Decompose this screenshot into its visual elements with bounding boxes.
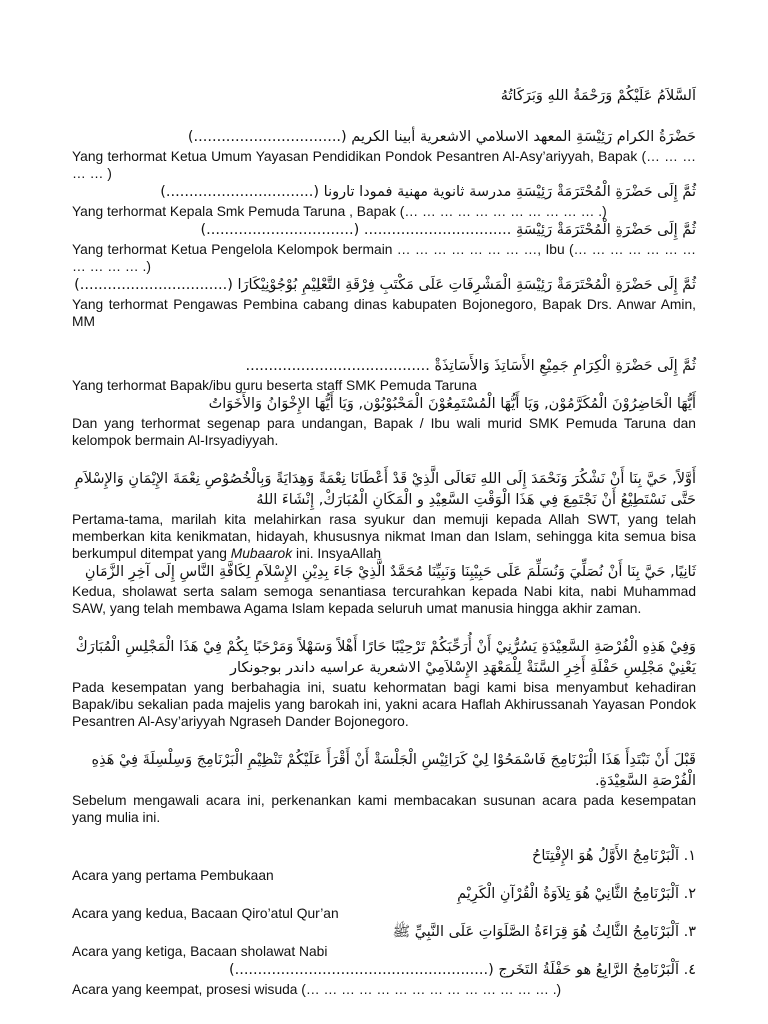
greeting-arabic: ثُمَّ إِلَى حَضْرَةِ الْمُحْتَرَمَةْ رَئِيْسَةِ الْمَشْرِفَاتِ عَلَى مَكْتَبِ فِرْقَةِ التَّعْلِيْمِ بُوْجُوْنِيْكَارَا (................................) [74,277,696,293]
teachers-arabic: ثُمَّ إِلَى حَضْرَةِ الْكِرَامِ جَمِيْعِ الأَسَاتِذَ وَالأَسَاتِذَةْ ........................................ [245,358,696,374]
program-item [72,922,696,960]
greeting-arabic: ثُمَّ إِلَى حَضْرَةِ الْمُحْتَرَمَةْ رَئِيْسَةِ ................................ (................................) [200,222,696,238]
second-arabic: ثَانِيًا, حَيَّ بِنَا أَنْ نُصَلِّيَ وَنُسَلِّمَ عَلَى حَبِيْبِنَا وَنَبِيِّنَا مُحَمَّدٌ الَّذِيْ جَاءَ بِدِيْنِ الإِسْلاَمِ لِكَافَّةِ النَّاسِ إِلَى آخِرِ الزَّمَانِ [84,564,696,580]
program-arabic: ٢. اَلْبَرْنَامِجُ الثَّانِيْ هُوَ تِلاَوَةُ الْقُرْآنِ الْكَرِيْمِ [457,886,696,902]
program-list [72,846,696,998]
program-latin: Acara yang ketiga, Bacaan sholawat Nabi [72,944,328,959]
greeting-arabic: حَضْرَةُ الكرام رَئِيْسَةِ المعهد الاسلامي الاشعرية أبينا الكريم (................................) [187,129,696,145]
first-latin [72,511,696,562]
first-paragraph [72,469,696,562]
greeting-latin: Yang terhormat Kepala Smk Pemuda Taruna , Bapak (… … … … … … … … … … … .) [72,204,607,219]
before-program-paragraph [72,750,696,826]
greeting-latin: Yang terhormat Ketua Umum Yayasan Pendidikan Pondok Pesantren Al-Asy’ariyyah, Bapak (… … … … … ) [72,149,696,181]
program-arabic: ٣. اَلْبَرْنَامِجُ الثَّالِثُ هُوَ قِرَاءَةُ الصَّلَوَاتِ عَلَى النَّبِيِّ ﷺ [392,924,696,940]
document-page [72,86,696,998]
audience-arabic: أَيُّهَا الْحَاضِرُوْنَ الْمُكَرَّمُوْن, وَيَا أَيُّهَا الْمُسْتَمِعُوْنَ الْمَحْبُوْبُوْن, وَيَا أَيُّهَا الإِخْوَانُ وَالأَخَوَاتُ [208,396,696,412]
greeting-block-2 [72,182,696,220]
greeting-block-1 [72,127,696,182]
occasion-latin: Pada kesempatan yang berbahagia ini, suatu kehormatan bagi kami bisa menyambut kehadiran Bapak/ibu sekalian pada majelis yang barokah ini, yakni acara Haflah Akhirussanah Yayasan Pondok Pesantren Al-Asy’ariyyah Ngraseh Dander Bojonegoro. [72,680,696,729]
occasion-arabic: وَفِيْ هَذِهِ الْفُرْصَةِ السَّعِيْدَةِ يَسُرُّنِيْ أَنْ أُرَحِّبَكُمْ تَرْحِيْبًا حَارًا أَهْلاً وَسَهْلاً وَمَرْحَبًا بِكُمْ فِيْ هَذَا الْمَجْلِسِ الْمُبَارَكْ يَعْنِيْ مَجْلِسِ حَفْلَةِ أَخِرِ السَّنَةْ لِلْمَعْهَدِ الإِسْلاَمِيْ الاشعرية عراسيه داندر بوجونكار [75,639,696,676]
before-program-latin: Sebelum mengawali acara ini, perkenankan kami membacakan susunan acara pada kesempatan yang mulia ini. [72,793,696,825]
program-arabic: ٤. اَلْبَرْنَامِجُ الرَّابِعُ هو حَفْلَةُ التَخَرج (.......................................................) [228,962,696,978]
first-latin-before: Pertama-tama, marilah kita melahirkan rasa syukur dan memuji kepada Allah SWT, yang telah memberkan kita kenikmatan, hidayah, khususnya nikmat Iman dan Islam, sehingga kita semua bisa berkumpul ditempat yang [72,512,696,561]
second-latin: Kedua, sholawat serta salam semoga senantiasa tercurahkan kepada Nabi kita, nabi Muhammad SAW, yang telah membawa Agama Islam kepada seluruh umat manusia hingga akhir zaman. [72,584,696,616]
greeting-block-4 [72,275,696,330]
greeting-latin: Yang terhormat Ketua Pengelola Kelompok bermain … … … … … … … …, Ibu (… … … … … … … … … … … .) [72,242,696,274]
salam-arabic: اَلسَّلاَمُ عَلَيْكُمْ وَرَحْمَةُ اللهِ وَبَرَكَاتُهُ [500,88,696,104]
teachers-latin: Yang terhormat Bapak/ibu guru beserta staff SMK Pemuda Taruna [72,378,477,393]
occasion-paragraph [72,637,696,730]
audience-latin: Dan yang terhormat segenap para undangan, Bapak / Ibu wali murid SMK Pemuda Taruna dan kelompok bermain Al-Irsyadiyyah. [72,416,696,448]
program-item [72,960,696,998]
first-latin-after: ini. InsyaAllah [292,546,382,561]
greeting-latin: Yang terhormat Pengawas Pembina cabang dinas kabupaten Bojonegoro, Bapak Drs. Anwar Amin, MM [72,297,696,329]
first-arabic: أَوَّلاً, حَيَّ بِنَا أَنْ نَشْكُرَ وَنَحْمَدَ إِلَى اللهِ تَعَالَى الَّذِيْ قَدْ أَعْطَانَا نِعْمَةً وَهِدَايَةً وَبِالْخُصُوْصِ نِعْمَةَ الإِيْمَانِ وَالإِسْلاَمِ حَتَّى نَسْتَطِيْعُ أَنْ نَجْتَمِعَ فِي هَذَا الْوَقْتِ السَّعِيْدِ و الْمَكَانِ الْمُبَارَكْ, إِنْشَاءَ اللهُ [74,471,696,508]
program-latin: Acara yang kedua, Bacaan Qiro’atul Qur’an [72,906,339,921]
audience-block [72,394,696,449]
before-program-arabic: قَبْلَ أَنْ نَبْتَدِأَ هَذَا الْبَرْنَامِجَ فَاسْمَحُوْا لِيْ كَرَائِيْسِ الْجَلْسَةْ أَنْ أَقْرَأَ عَلَيْكُمْ تَنْظِيْمِ الْبَرْنَامِجَ وَسِلْسِلَةَ فِيْ هَذِهِ الْفُرْصَةِ السَّعِيْدَةِ. [91,752,696,789]
program-item [72,846,696,884]
program-latin: Acara yang keempat, prosesi wisuda (… … … … … … … … … … … … … … .) [72,982,562,997]
greeting-block-3 [72,220,696,275]
program-arabic: ١. اَلْبَرْنَامِجُ الأَوَّلُ هُوَ الإِفْتِتَاحُ [532,848,696,864]
second-paragraph [72,562,696,617]
program-latin: Acara yang pertama Pembukaan [72,868,274,883]
program-item [72,884,696,922]
greeting-arabic: ثُمَّ إِلَى حَضْرَةِ الْمُحْتَرَمَةْ رَئِيْسَةِ مدرسة ثانوية مهنية فمودا تارونا (................................) [160,184,696,200]
teachers-block [72,356,696,394]
first-latin-italic: Mubaarok [230,546,293,561]
